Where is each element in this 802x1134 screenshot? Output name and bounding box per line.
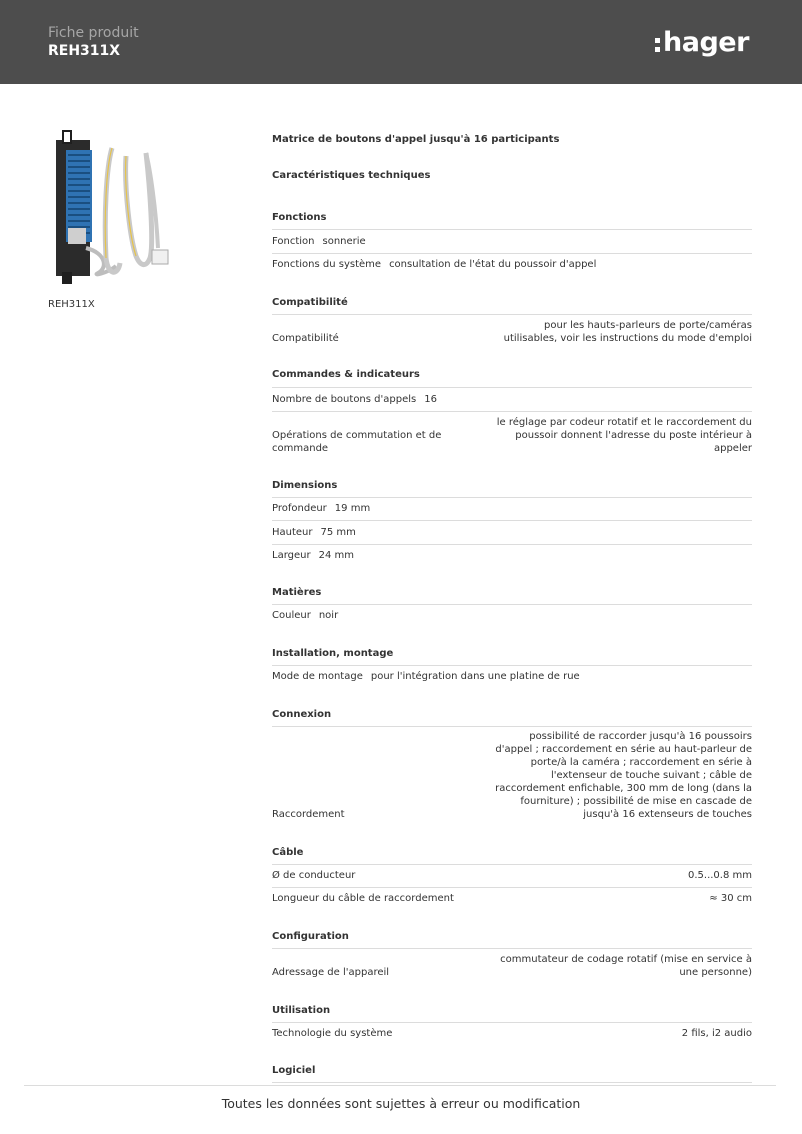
spec-value: sonnerie [322, 236, 366, 247]
spec-value: consultation de l'état du poussoir d'appel [389, 259, 597, 270]
divider [272, 497, 752, 498]
spec-row [272, 502, 752, 515]
divider [272, 726, 752, 727]
spec-label: Adressage de l'appareil [272, 967, 390, 978]
product-image-caption: REH311X [48, 299, 95, 310]
spec-row [272, 670, 752, 683]
divider [272, 314, 752, 315]
spec-row [272, 869, 752, 882]
spec-row [272, 609, 752, 622]
spec-value: possibilité de raccorder jusqu'à 16 poussoirs d'appel ; raccordement en série au haut-parleur de porte/à la caméra ; raccordement en série à l'extenseur de touche suivant ; câble de raccordement enfichable, 300 mm de long (dans la fourniture) ; possibilité de mise en cascade de jusqu'à 16 extenseurs de touches [495, 731, 752, 820]
footer-divider [24, 1085, 776, 1086]
product-title: Matrice de boutons d'appel jusqu'à 16 participants [272, 134, 560, 145]
section-heading-configuration: Configuration [272, 931, 349, 942]
spec-label: Couleur [272, 610, 311, 621]
spec-row [272, 526, 752, 539]
spec-label: Technologie du système [272, 1028, 393, 1039]
product-image [46, 128, 174, 284]
spec-row [272, 258, 752, 271]
spec-value: pour l'intégration dans une platine de rue [370, 671, 580, 682]
spec-label: Hauteur [272, 527, 313, 538]
divider [272, 887, 752, 888]
spec-row [272, 730, 752, 821]
header-reference: REH311X [48, 43, 121, 59]
spec-value: 24 mm [318, 550, 354, 561]
divider [272, 229, 752, 230]
divider [272, 387, 752, 388]
spec-value: le réglage par codeur rotatif et le raccordement du poussoir donnent l'adresse du poste intérieur à appeler [496, 417, 752, 454]
section-heading-cable: Câble [272, 847, 304, 858]
spec-value: 75 mm [320, 527, 356, 538]
logo-dots-icon [655, 38, 660, 52]
spec-label: Ø de conducteur [272, 870, 356, 881]
spec-value: 19 mm [334, 503, 371, 514]
spec-label: Compatibilité [272, 333, 339, 344]
divider [272, 864, 752, 865]
spec-row [272, 319, 752, 345]
section-heading-connexion: Connexion [272, 709, 332, 720]
divider [272, 544, 752, 545]
hager-logo [655, 24, 749, 60]
spec-row [272, 1027, 752, 1040]
divider [272, 1022, 752, 1023]
section-heading-dimensions: Dimensions [272, 480, 338, 491]
divider [272, 411, 752, 412]
divider [272, 665, 752, 666]
spec-label: Fonctions du système [272, 259, 382, 270]
spec-label: Longueur du câble de raccordement [272, 893, 454, 904]
spec-value: 0.5...0.8 mm [687, 870, 752, 881]
spec-value: ≈ 30 cm [709, 893, 752, 904]
spec-value: 2 fils, i2 audio [681, 1028, 752, 1039]
spec-label: Mode de montage [272, 671, 363, 682]
section-heading-matieres: Matières [272, 587, 322, 598]
divider [272, 1082, 752, 1083]
section-heading-fonctions: Fonctions [272, 212, 327, 223]
section-heading-compatibilite: Compatibilité [272, 297, 348, 308]
divider [272, 604, 752, 605]
divider [272, 520, 752, 521]
page-header [0, 0, 802, 84]
section-heading-commandes: Commandes & indicateurs [272, 369, 420, 380]
spec-label: Raccordement [272, 809, 345, 820]
spec-value: 16 [424, 394, 437, 405]
spec-label: Profondeur [272, 503, 327, 514]
spec-value: pour les hauts-parleurs de porte/caméras utilisables, voir les instructions du mode d'emploi [503, 320, 752, 344]
spec-label: Opérations de commutation et de commande [272, 430, 442, 454]
spec-row [272, 416, 752, 455]
spec-row [272, 892, 752, 905]
spec-value: commutateur de codage rotatif (mise en service à une personne) [500, 954, 752, 978]
section-heading-utilisation: Utilisation [272, 1005, 331, 1016]
spec-row [272, 953, 752, 979]
spec-row [272, 549, 752, 562]
divider [272, 253, 752, 254]
divider [272, 948, 752, 949]
section-heading-installation: Installation, montage [272, 648, 394, 659]
specs-heading: Caractéristiques techniques [272, 170, 431, 181]
logo-wordmark: hager [663, 26, 749, 58]
section-heading-logiciel: Logiciel [272, 1065, 316, 1076]
spec-row [272, 393, 752, 406]
spec-label: Nombre de boutons d'appels [272, 394, 417, 405]
header-kicker: Fiche produit [48, 25, 139, 41]
spec-label: Fonction [272, 236, 315, 247]
footer-disclaimer: Toutes les données sont sujettes à erreur ou modification [221, 1096, 581, 1111]
spec-row [272, 235, 752, 248]
spec-value: noir [318, 610, 339, 621]
spec-label: Largeur [272, 550, 311, 561]
